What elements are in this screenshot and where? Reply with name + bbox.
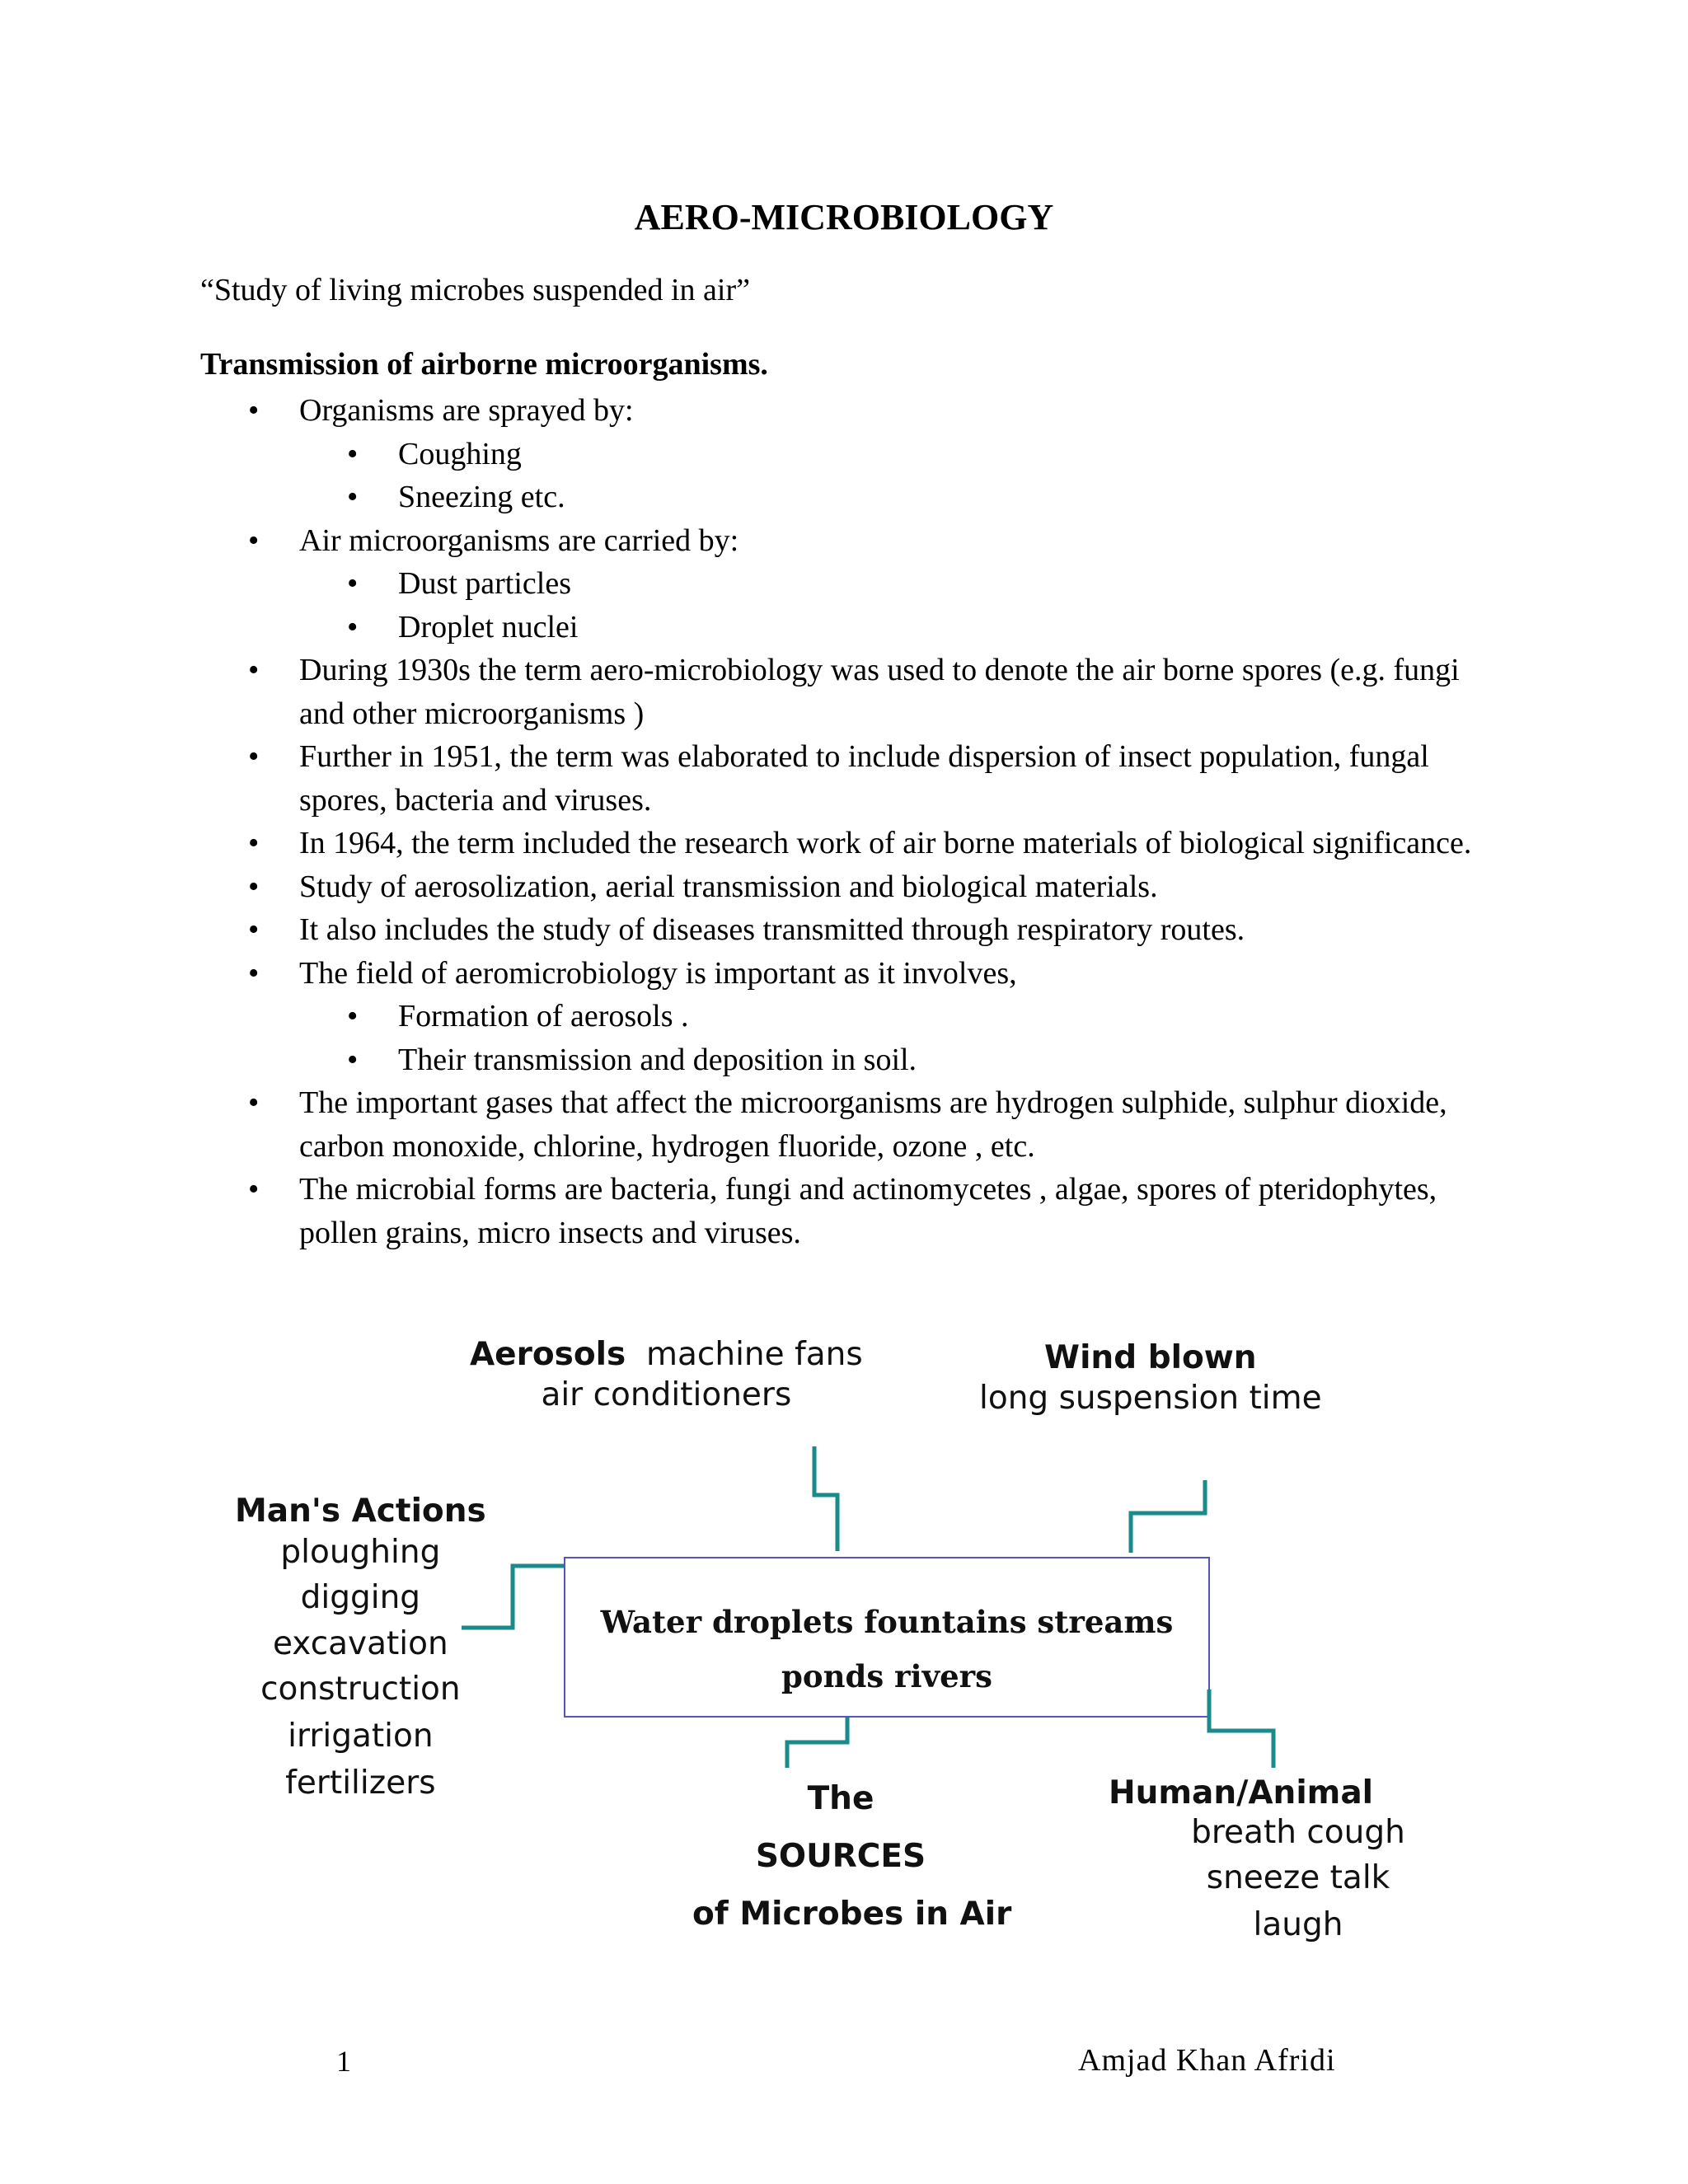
sub-list-item xyxy=(200,606,1486,649)
man-action-item: digging xyxy=(300,1579,421,1616)
bullet-icon: • xyxy=(248,653,260,687)
bullet-list xyxy=(200,389,1486,1254)
page-number: 1 xyxy=(336,2045,351,2078)
sub-list-item xyxy=(200,995,1486,1038)
sub-list-item xyxy=(200,433,1486,476)
list-item-text: It also includes the study of diseases transmitted through respiratory routes. xyxy=(299,912,1245,947)
bullet-icon: • xyxy=(347,609,359,644)
man-action-item: fertilizers xyxy=(285,1765,436,1802)
list-item-text: Sneezing etc. xyxy=(398,480,565,514)
list-item-text: The microbial forms are bacteria, fungi and actinomycetes , algae, spores of pteridophytes, pollen grains, micro insects and viruses. xyxy=(299,1172,1437,1250)
bullet-icon: • xyxy=(248,869,260,904)
man-actions-label xyxy=(235,1492,486,1807)
bullet-icon: • xyxy=(347,1042,359,1077)
human-animal-label xyxy=(1109,1774,1488,1948)
sub-list-item xyxy=(200,562,1486,606)
sources-label xyxy=(692,1770,1012,1943)
list-item xyxy=(200,952,1486,996)
sources-line3: of Microbes in Air xyxy=(692,1896,1012,1933)
list-item xyxy=(200,389,1486,433)
man-action-item: ploughing xyxy=(280,1534,441,1571)
man-action-item: irrigation xyxy=(288,1718,434,1755)
central-box-line2: ponds rivers xyxy=(781,1658,992,1694)
page-title: AERO-MICROBIOLOGY xyxy=(634,197,1054,237)
list-item-text: Formation of aerosols . xyxy=(398,999,689,1033)
bullet-icon: • xyxy=(347,566,359,601)
list-item xyxy=(200,649,1486,735)
wind-line1: long suspension time xyxy=(979,1379,1322,1417)
bullet-icon: • xyxy=(248,1172,260,1207)
list-item-text: Organisms are sprayed by: xyxy=(299,393,634,428)
human-line3: laugh xyxy=(1253,1906,1343,1943)
human-animal-title: Human/Animal xyxy=(1109,1774,1374,1811)
list-item-text: Air microorganisms are carried by: xyxy=(299,523,739,558)
list-item-text: Coughing xyxy=(398,436,522,471)
bullet-icon: • xyxy=(248,1085,260,1120)
bullet-icon: • xyxy=(248,955,260,991)
list-item-text: The field of aeromicrobiology is important as it involves, xyxy=(299,955,1017,991)
aerosols-label xyxy=(470,1335,863,1416)
sub-list-item xyxy=(200,1038,1486,1082)
wind-title: Wind blown xyxy=(1044,1339,1257,1376)
list-item xyxy=(200,519,1486,563)
bullet-icon: • xyxy=(248,739,260,774)
list-item xyxy=(200,735,1486,822)
man-actions-list xyxy=(235,1531,486,1807)
list-item xyxy=(200,822,1486,865)
aerosols-title: Aerosols xyxy=(470,1336,626,1373)
man-actions-title: Man's Actions xyxy=(235,1493,486,1530)
list-item-text: Further in 1951, the term was elaborated to include dispersion of insect population, fungal spores, bacteria and viruses. xyxy=(299,739,1429,818)
list-item-text: Droplet nuclei xyxy=(398,609,579,644)
definition-text: “Study of living microbes suspended in air” xyxy=(200,273,750,307)
bullet-icon: • xyxy=(248,393,260,428)
connector-human xyxy=(1209,1690,1273,1768)
central-box-line1: Water droplets fountains streams xyxy=(600,1604,1174,1640)
list-item xyxy=(200,865,1486,909)
list-item-text: Their transmission and deposition in soil. xyxy=(398,1042,917,1077)
list-item xyxy=(200,1081,1486,1168)
list-item xyxy=(200,908,1486,952)
sources-line1: The xyxy=(807,1780,874,1817)
footer-author: Amjad Khan Afridi xyxy=(1078,2043,1336,2078)
connector-aerosols xyxy=(814,1446,837,1551)
list-item-text: Study of aerosolization, aerial transmission and biological materials. xyxy=(299,869,1158,904)
list-item-text: In 1964, the term included the research work of air borne materials of biological significance. xyxy=(299,826,1472,860)
bullet-icon: • xyxy=(248,912,260,947)
wind-label xyxy=(979,1338,1322,1419)
list-item-text: The important gases that affect the microorganisms are hydrogen sulphide, sulphur dioxide, carbon monoxide, chlorine, hydrogen fluoride, ozone , etc. xyxy=(299,1085,1447,1164)
list-item-text: During 1930s the term aero-microbiology was used to denote the air borne spores (e.g. fungi and other microorganisms ) xyxy=(299,653,1460,731)
bullet-icon: • xyxy=(347,480,359,514)
connector-wind xyxy=(1131,1480,1205,1553)
sources-diagram xyxy=(235,1319,1467,1961)
man-action-item: excavation xyxy=(272,1625,448,1662)
bullet-icon: • xyxy=(248,826,260,860)
sources-line2: SOURCES xyxy=(755,1838,926,1875)
aerosols-line1: machine fans xyxy=(646,1336,863,1373)
human-line2: sneeze talk xyxy=(1206,1859,1390,1896)
bullet-icon: • xyxy=(347,436,359,471)
section-heading: Transmission of airborne microorganisms. xyxy=(200,347,768,382)
list-item-text: Dust particles xyxy=(398,566,572,601)
connector-sources xyxy=(787,1718,847,1768)
aerosols-line2: air conditioners xyxy=(541,1376,792,1413)
bullet-icon: • xyxy=(347,999,359,1033)
human-line1: breath cough xyxy=(1191,1814,1405,1851)
bullet-icon: • xyxy=(248,523,260,558)
list-item xyxy=(200,1168,1486,1254)
man-action-item: construction xyxy=(260,1671,461,1708)
sub-list-item xyxy=(200,476,1486,519)
